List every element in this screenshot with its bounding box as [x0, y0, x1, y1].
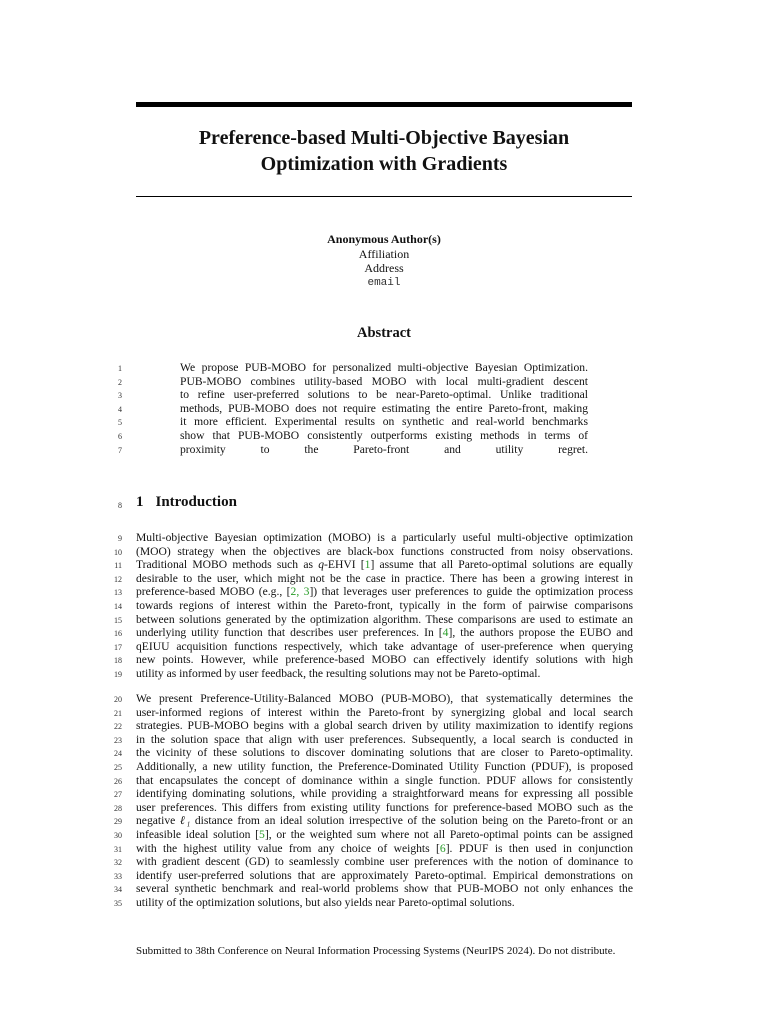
- text-line: [0, 545, 768, 559]
- line-number: 22: [114, 722, 122, 732]
- abstract-heading: Abstract: [357, 325, 411, 341]
- line-number: 6: [118, 431, 122, 441]
- line-text: towards regions of interest within the Pareto-front, typically in the form of pairwise comparisons: [136, 598, 633, 612]
- line-number: 2: [118, 377, 122, 387]
- line-text: new points. However, while preference-based MOBO can effectively identify solutions with high: [136, 653, 633, 667]
- line-text: PUB-MOBO combines utility-based MOBO with local multi-gradient descent: [180, 374, 588, 388]
- line-text: Multi-objective Bayesian optimization (MOBO) is a particularly useful multi-objective optimization: [136, 531, 633, 544]
- text-line: [0, 626, 768, 640]
- line-text: Traditional MOBO methods such as q-EHVI [1] assume that all Pareto-optimal solutions are equally: [136, 558, 634, 572]
- line-text: to refine user-preferred solutions to be near-Pareto-optimal. Unlike traditional: [180, 388, 588, 402]
- line-number: 25: [114, 762, 122, 772]
- citation-link[interactable]: 2, 3: [290, 585, 310, 599]
- text-line: [0, 787, 768, 801]
- text-line: [0, 402, 768, 416]
- text-line: [0, 388, 768, 402]
- line-number: 23: [114, 735, 122, 745]
- line-text: We propose PUB-MOBO for personalized multi-objective Bayesian Optimization.: [180, 361, 588, 374]
- text-line: [0, 842, 768, 856]
- text-line: [0, 896, 768, 910]
- text-line: [0, 558, 768, 572]
- title-top-rule: [136, 102, 632, 107]
- citation-link[interactable]: 5: [259, 827, 265, 841]
- text-line: [0, 572, 768, 586]
- citation-link[interactable]: 4: [442, 626, 449, 640]
- line-text: several synthetic benchmark and real-world problems show that PUB-MOBO not only enhances the: [136, 882, 633, 896]
- line-text: user-informed regions of interest within the Pareto-front by synergizing global and local search: [136, 705, 633, 719]
- text-line: [0, 855, 768, 869]
- section-title: Introduction: [155, 494, 237, 510]
- text-line: [0, 443, 768, 457]
- author-affiliation: Affiliation: [358, 246, 410, 261]
- text-line: [0, 361, 768, 375]
- line-number: 20: [114, 695, 122, 704]
- line-text: underlying utility function that describes user preferences. In [4], the authors propose the EUBO and: [136, 626, 633, 640]
- line-number: 1: [118, 364, 122, 373]
- text-line: [0, 692, 768, 706]
- text-line: [0, 653, 768, 667]
- citation-link[interactable]: 1: [364, 558, 371, 572]
- text-line: [0, 828, 768, 842]
- line-text: the vicinity of these solutions to discover dominating solutions that are closer to Pareto-optimality.: [136, 746, 633, 760]
- text-line: [0, 801, 768, 815]
- text-line: [0, 733, 768, 747]
- line-text: in the solution space that align with user preferences. Subsequently, a local search is conducted in: [136, 732, 633, 746]
- line-number: 7: [118, 445, 122, 455]
- line-number: 4: [118, 404, 122, 414]
- abstract-body: [0, 361, 768, 456]
- text-line: [0, 719, 768, 733]
- author-name: Anonymous Author(s): [327, 232, 441, 246]
- line-text: between solutions generated by the optimization algorithm. These comparisons are used to estimate an: [136, 612, 633, 626]
- math-symbol: ℓ₁: [179, 814, 191, 828]
- line-number: 13: [114, 588, 122, 598]
- line-text: identify user-preferred solutions that are approximately Pareto-optimal. Empirical demonstrations on: [136, 868, 633, 882]
- line-number: 30: [114, 830, 122, 840]
- text-line: [0, 882, 768, 896]
- paragraph-1: [0, 531, 768, 681]
- line-number: 33: [114, 871, 122, 881]
- line-text: preference-based MOBO (e.g., [2, 3]) that leverages user preferences to guide the optimization process: [136, 585, 633, 599]
- line-number: 26: [114, 776, 122, 786]
- text-line: [0, 774, 768, 788]
- section-heading: [0, 494, 768, 514]
- line-number: 32: [114, 858, 122, 868]
- line-text: negative ℓ₁ distance from an ideal solution irrespective of the solution being on the Pareto-front or an: [136, 814, 633, 828]
- title-line-1: Preference-based Multi-Objective Bayesian: [198, 127, 570, 149]
- section-number: 1: [136, 494, 144, 510]
- line-number: 10: [114, 547, 122, 557]
- line-number: 16: [114, 629, 122, 639]
- math-symbol: q: [318, 558, 324, 572]
- line-number: 9: [118, 534, 122, 543]
- line-text: with the highest utility value from any choice of weights [6]. PDUF is then used in conjunction: [136, 841, 634, 855]
- text-line: [0, 869, 768, 883]
- line-number: 15: [114, 615, 122, 625]
- author-email: email: [367, 276, 401, 289]
- text-line: [0, 613, 768, 627]
- line-number: 8: [118, 501, 122, 510]
- author-address: Address: [364, 261, 404, 275]
- line-text: utility as informed by user feedback, the resulting solutions may not be Pareto-optimal.: [136, 666, 541, 680]
- text-line: [0, 746, 768, 760]
- line-text: Additionally, a new utility function, the Preference-Dominated Utility Function (PDUF), is proposed: [136, 759, 633, 773]
- line-number: 27: [114, 790, 122, 800]
- line-number: 17: [114, 642, 122, 652]
- line-number: 35: [114, 898, 122, 908]
- line-text: qEIUU acquisition functions respectively, which take advantage of user-preference when querying: [136, 639, 633, 653]
- line-number: 34: [114, 885, 122, 895]
- paper-title: [136, 125, 632, 177]
- line-text: proximity to the Pareto-front and utility regret.: [180, 442, 588, 456]
- text-line: [0, 375, 768, 389]
- text-line: [0, 640, 768, 654]
- line-number: 18: [114, 656, 122, 666]
- title-line-2: Optimization with Gradients: [260, 153, 508, 175]
- line-text: it more efficient. Experimental results on synthetic and real-world benchmarks: [180, 415, 588, 429]
- text-line: [0, 429, 768, 443]
- line-text: with gradient descent (GD) to seamlessly combine user preferences with the notion of dominance to: [136, 855, 633, 869]
- footer-note: Submitted to 38th Conference on Neural Information Processing Systems (NeurIPS 2024). Do not distribute.: [136, 945, 616, 957]
- text-line: [0, 531, 768, 545]
- line-text: methods, PUB-MOBO does not require estimating the entire Pareto-front, making: [180, 401, 588, 415]
- line-number: 5: [118, 418, 122, 428]
- citation-link[interactable]: 6: [439, 841, 446, 855]
- text-line: [0, 599, 768, 613]
- line-number: 29: [114, 817, 122, 827]
- title-bottom-rule: [136, 196, 632, 197]
- line-text: utility of the optimization solutions, but also yields near Pareto-optimal solutions.: [136, 895, 515, 909]
- line-text: (MOO) strategy when the objectives are black-box functions constructed from noisy observations.: [136, 544, 633, 558]
- line-number: 31: [114, 844, 122, 854]
- line-number: 12: [114, 574, 122, 584]
- line-text: identifying dominating solutions, while providing a straightforward means for expressing all possible: [136, 787, 633, 801]
- line-text: desirable to the user, which might not be the case in practice. There has been a growing interest in: [136, 571, 633, 585]
- text-line: [0, 667, 768, 681]
- line-text: that encapsulates the concept of dominance within a single function. PDUF allows for consistently: [136, 773, 633, 787]
- line-number: 24: [114, 749, 122, 759]
- text-line: [0, 415, 768, 429]
- text-line: [0, 760, 768, 774]
- line-number: 21: [114, 708, 122, 718]
- paragraph-2: [0, 692, 768, 910]
- line-number: 14: [114, 601, 122, 611]
- text-line: [0, 706, 768, 720]
- line-number: 19: [114, 669, 122, 679]
- text-line: [0, 814, 768, 828]
- line-number: 3: [118, 391, 122, 401]
- line-text: user preferences. This differs from existing utility functions for preference-based MOBO such as the: [136, 800, 633, 814]
- line-number: 11: [114, 561, 122, 571]
- line-text: strategies. PUB-MOBO begins with a global search driven by utility maximization to identify regions: [136, 719, 633, 733]
- line-number: 28: [114, 803, 122, 813]
- line-text: show that PUB-MOBO consistently outperforms existing methods in terms of: [180, 428, 588, 442]
- line-text: infeasible ideal solution [5], or the weighted sum where not all Pareto-optimal points can be assigned: [136, 827, 633, 841]
- author-block: [136, 232, 632, 290]
- text-line: [0, 585, 768, 599]
- line-text: We present Preference-Utility-Balanced MOBO (PUB-MOBO), that systematically determines the: [136, 692, 633, 705]
